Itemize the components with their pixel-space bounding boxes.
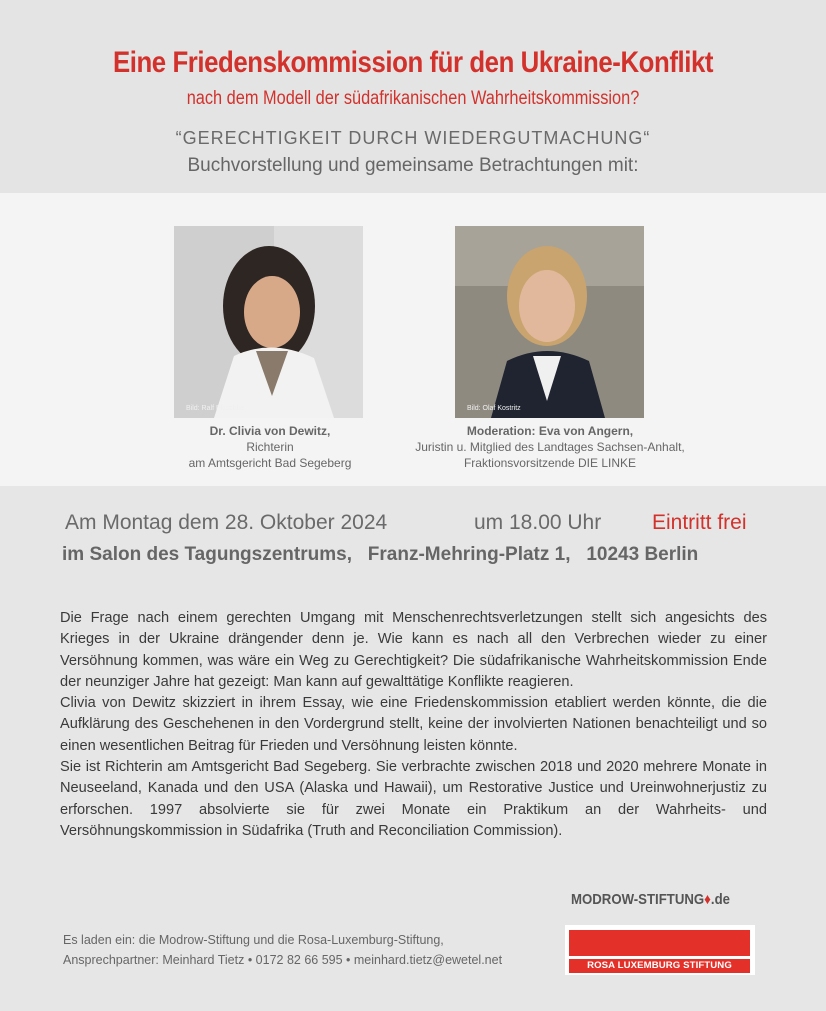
event-time: um 18.00 Uhr: [474, 511, 602, 534]
description-paragraph: Clivia von Dewitz skizziert in ihrem Essay, wie eine Friedenskommission etabliert werden könnte, die die Aufklärung des Geschehenen in den Vordergrund stellt, keine der involvierten Nationen benachteiligt und so einen wesentlichen Beitrag für Frieden und Versöhnung leisten könnte.: [60, 695, 767, 754]
modrow-logo-text: MODROW-STIFTUNG: [571, 891, 705, 908]
admission-label: Eintritt frei: [652, 511, 747, 534]
intro-line: Buchvorstellung und gemeinsame Betrachtungen mit:: [187, 155, 639, 176]
event-date: Am Montag dem 28. Oktober 2024: [65, 511, 388, 534]
speaker-name: Dr. Clivia von Dewitz,: [209, 424, 331, 438]
speaker-affiliation: Fraktionsvorsitzende DIE LINKE: [463, 456, 637, 470]
speaker-role: Juristin u. Mitglied des Landtages Sachsen-Anhalt,: [415, 440, 685, 454]
event-venue: im Salon des Tagungszentrums, Franz-Mehring-Platz 1, 10243 Berlin: [62, 544, 699, 565]
speaker-name: Moderation: Eva von Angern,: [466, 424, 634, 438]
rls-logo-text: ROSA LUXEMBURG STIFTUNG: [569, 959, 750, 973]
modrow-logo-tld: .de: [710, 891, 731, 908]
rls-logo: [565, 925, 755, 975]
speaker-caption-dewitz: [150, 423, 390, 471]
portrait-illustration: [174, 226, 363, 418]
speaker-role: Richterin: [246, 440, 294, 454]
page-subtitle: nach dem Modell der südafrikanischen Wahrheitskommission?: [186, 88, 640, 109]
photo-credit: Bild: Ralf Pkischke: [186, 405, 244, 412]
footer-invite: [63, 930, 502, 970]
modrow-logo: [571, 891, 730, 908]
speaker-caption-angern: [380, 423, 720, 471]
description: [60, 608, 767, 842]
invite-line: Es laden ein: die Modrow-Stiftung und die Rosa-Luxemburg-Stiftung,: [63, 933, 444, 947]
contact-line: Ansprechpartner: Meinhard Tietz • 0172 82 66 595 • meinhard.tietz@ewetel.net: [63, 953, 503, 967]
description-paragraph: Die Frage nach einem gerechten Umgang mit Menschenrechtsverletzungen stellt sich angesichts des Krieges in der Ukraine drängender denn je. Wie kann es nach all den Verbrechen wieder zu einer Versöhnung kommen, was wäre ein Weg zu Gerechtigkeit? Die südafrikanische Wahrheitskommission Ende der neunziger Jahre hat gezeigt: Man kann auf gewalttätige Konflikte reagieren.: [60, 610, 767, 690]
photo-credit: Bild: Olaf Kostritz: [467, 405, 521, 412]
book-title: “GERECHTIGKEIT DURCH WIEDERGUTMACHUNG“: [175, 128, 651, 148]
flame-icon: ♦: [704, 891, 711, 908]
speaker-affiliation: am Amtsgericht Bad Segeberg: [188, 456, 352, 470]
speaker-photo-angern: [455, 226, 644, 418]
rls-logo-bar: [569, 930, 750, 956]
portrait-illustration: [455, 226, 644, 418]
description-paragraph: Sie ist Richterin am Amtsgericht Bad Segeberg. Sie verbrachte zwischen 2018 und 2020 mehrere Monate in Neuseeland, Kanada und den USA (Alaska und Hawaii), um Restorative Justice und Ureinwohnerjustiz zu erforschen. 1997 absolvierte sie für zwei Monate ein Praktikum an der Wahrheits- und Versöhnungskommission in Südafrika (Truth and Reconciliation Commission).: [60, 759, 767, 839]
speaker-photo-dewitz: [174, 226, 363, 418]
page-title: Eine Friedenskommission für den Ukraine-Konflikt: [112, 46, 714, 79]
